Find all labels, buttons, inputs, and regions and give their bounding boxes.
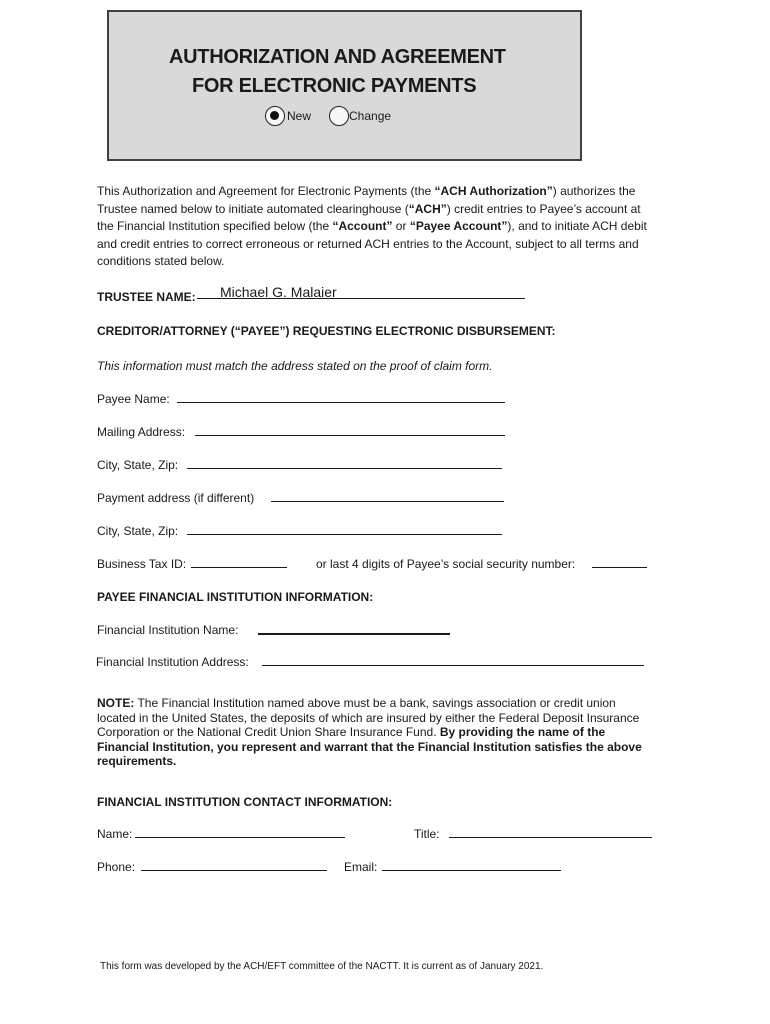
contact-title-label: Title: bbox=[414, 827, 440, 841]
business-tax-id-label: Business Tax ID: bbox=[97, 557, 187, 571]
city-state-zip-2-field[interactable] bbox=[187, 523, 502, 539]
institution-name-label: Financial Institution Name: bbox=[97, 623, 239, 637]
trustee-name-value: Michael G. Malaier bbox=[220, 284, 337, 300]
footer-note: This form was developed by the ACH/EFT committee of the NACTT. It is current as of January 2021. bbox=[100, 961, 544, 972]
contact-name-field[interactable] bbox=[135, 826, 345, 842]
new-radio[interactable] bbox=[265, 106, 285, 126]
new-radio-label: New bbox=[287, 109, 312, 123]
form-title-line1: AUTHORIZATION AND AGREEMENT bbox=[169, 46, 506, 68]
city-state-zip-field[interactable] bbox=[187, 457, 502, 473]
institution-address-field[interactable] bbox=[262, 654, 644, 670]
change-radio-label: Change bbox=[349, 109, 392, 123]
trustee-name-label: TRUSTEE NAME: bbox=[97, 290, 196, 304]
contact-name-label: Name: bbox=[97, 827, 133, 841]
contact-phone-field[interactable] bbox=[141, 859, 327, 875]
contact-email-label: Email: bbox=[344, 860, 378, 874]
payee-name-field[interactable] bbox=[177, 391, 505, 407]
ssn-label: or last 4 digits of Payee’s social security number: bbox=[316, 557, 576, 571]
payment-address-label: Payment address (if different) bbox=[97, 491, 255, 505]
contact-heading: FINANCIAL INSTITUTION CONTACT INFORMATION: bbox=[97, 795, 393, 809]
institution-name-field[interactable] bbox=[258, 622, 450, 639]
institution-heading: PAYEE FINANCIAL INSTITUTION INFORMATION: bbox=[97, 590, 374, 604]
contact-email-field[interactable] bbox=[382, 859, 561, 875]
business-tax-id-field[interactable] bbox=[191, 556, 287, 572]
change-radio[interactable] bbox=[329, 106, 349, 126]
city-state-zip-label: City, State, Zip: bbox=[97, 458, 179, 472]
creditor-heading: CREDITOR/ATTORNEY (“PAYEE”) REQUESTING ELECTRONIC DISBURSEMENT: bbox=[97, 324, 556, 338]
intro-paragraph: This Authorization and Agreement for Electronic Payments (the “ACH Authorization”) authorizes the Trustee named below to initiate automated clearinghouse (“ACH”) credit entries to Payee’s account at the Financial Institution specified below (the “Account” or “Payee Account”), and to initiate ACH debit and credit entries to correct erroneous or returned ACH entries to the Account, subject to all terms and conditions stated below. bbox=[97, 184, 647, 269]
note-paragraph: NOTE: The Financial Institution named above must be a bank, savings association or credit union located in the United States, the deposits of which are insured by either the Federal Deposit Insurance Corporation or the National Credit Union Share Insurance Fund. By providing the name of the Financial Institution, you represent and warrant that the Financial Institution satisfies the above requirements. bbox=[97, 696, 642, 768]
mailing-address-label: Mailing Address: bbox=[97, 425, 186, 439]
form-header-box bbox=[107, 10, 582, 161]
contact-title-field[interactable] bbox=[449, 826, 652, 842]
payee-name-label: Payee Name: bbox=[97, 392, 170, 406]
institution-address-label: Financial Institution Address: bbox=[96, 655, 249, 669]
city-state-zip-2-label: City, State, Zip: bbox=[97, 524, 179, 538]
payment-address-field[interactable] bbox=[271, 490, 504, 506]
mailing-address-field[interactable] bbox=[195, 424, 505, 440]
form-title-line2: FOR ELECTRONIC PAYMENTS bbox=[192, 75, 477, 97]
ssn-field[interactable] bbox=[592, 556, 647, 572]
contact-phone-label: Phone: bbox=[97, 860, 136, 874]
creditor-note: This information must match the address stated on the proof of claim form. bbox=[97, 359, 493, 373]
